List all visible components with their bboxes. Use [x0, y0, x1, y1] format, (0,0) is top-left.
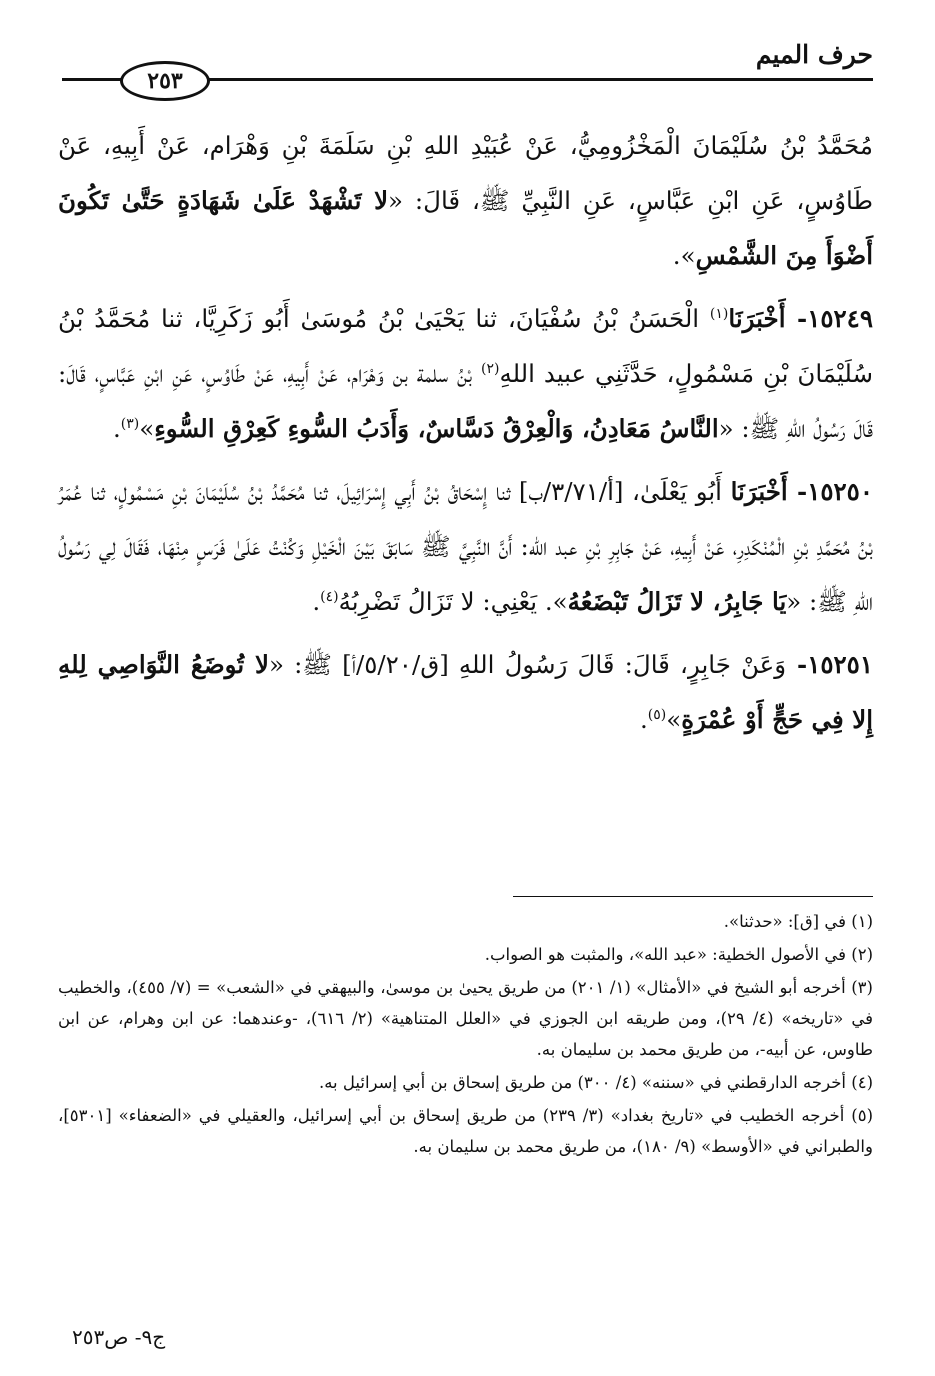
hadith-number: ١٥٢٤٩- — [785, 304, 873, 333]
footnote-ref: (٢) — [480, 360, 500, 377]
hadith-15251 — [58, 637, 873, 747]
text: . — [312, 587, 321, 616]
hadith-text: النَّاسُ مَعَادِنُ، وَالْعِرْقُ دَسَّاسٌ، وَأَدَبُ السُّوءِ كَعِرْقِ السُّوءِ — [154, 414, 719, 443]
page-header — [62, 28, 873, 98]
text: مُحَمَّدُ بْنُ سُلَيْمَانَ الْمَخْزُومِيُّ، عَنْ عُبَيْدِ اللهِ بْنِ سَلَمَةَ بْنِ وَهْرَام، عَنْ أَبِيهِ، عَنْ طَاوُسٍ، عَنِ ابْنِ عَبَّاسٍ، عَنِ النَّبِيِّ ﷺ، قَالَ: « — [58, 131, 873, 215]
text: ». — [672, 241, 696, 270]
text: » — [666, 705, 682, 734]
hadith-number: ١٥٢٥١- — [786, 650, 873, 679]
text: الْحَسَنُ بْنُ سُفْيَانَ، ثنا يَحْيَىٰ بْنُ مُوسَىٰ أَبُو زَكَرِيَّا، ثنا مُحَمَّدُ بْنُ سُلَيْمَانَ بْنِ مَسْمُولٍ، حَدَّثَنِي عبيد اللهِ — [58, 304, 873, 388]
text: . — [639, 705, 648, 734]
text: وَعَنْ جَابِرٍ، قَالَ: قَالَ رَسُولُ اللهِ [ق/٥/٢٠/أ] ﷺ: « — [269, 650, 787, 679]
text: ». يَعْنِي: لا تَزَالُ تَضْرِبُهُ — [338, 587, 568, 616]
footnote-3: (٣) أخرجه أبو الشيخ في «الأمثال» (١/ ٢٠١) من طريق يحيىٰ بن موسىٰ، والبيهقي في «الشعب» = (٧/ ٤٥٥)، والخطيب في «تاريخه» (٤/ ٢٩)، ومن طريقه ابن الجوزي في «العلل المتناهية» (٢/ ٦١٦)، -وعندهما: عن ابن وهرام، عن ابن طاوس، عن أبيه-، من طريق محمد بن سليمان به. — [58, 978, 873, 1059]
hadith-text: لا تَشْهَدْ عَلَىٰ شَهَادَةٍ حَتَّىٰ تَكُونَ أَضْوَأَ مِنَ الشَّمْسِ — [58, 186, 873, 270]
hadith-text: لا تُوضَعُ النَّوَاصِي لِلهِ إِلا فِي حَجٍّ أَوْ عُمْرَةٍ — [58, 650, 873, 734]
main-text — [58, 118, 873, 755]
text: أَبُو يَعْلَىٰ، [أ/٣/٧١/ب] ثنا إِسْحَاقُ بْنُ أَبِي إِسْرَائِيلَ، ثنا مُحَمَّدُ بْنُ سُلَيْمَانَ بْنِ مَسْمُولٍ، ثنا عُمَرُ بْنُ مُحَمَّدِ بْنِ الْمُنْكَدِرِ، عَنْ أَبِيهِ، عَنْ جَابِرِ بْنِ عبد الله: أَنَّ النَّبِيَّ ﷺ سَابَقَ بَيْنَ الْخَيْلِ وَكُنْتُ عَلَىٰ فَرَسٍ مِنْهَا، فَقَالَ لِي رَسُولُ اللهِ ﷺ: « — [58, 477, 873, 616]
footnote-5: (٥) أخرجه الخطيب في «تاريخ بغداد» (٣/ ٢٣٩) من طريق إسحاق بن أبي إسرائيل، والعقيلي في «الضعفاء» [٥٣٠١]، والطبراني في «الأوسط» (٩/ ١٨٠)، من طريق محمد بن سليمان به. — [58, 1106, 874, 1156]
footnote-ref: (٤) — [320, 588, 339, 605]
footnotes — [58, 906, 873, 1164]
chapter-title: حرف الميم — [755, 40, 873, 69]
footnote-divider — [513, 896, 873, 897]
text: بْنُ سلمة بن وَهْرَام، عَنْ أَبِيهِ، عَنْ طَاوُسٍ، عَنِ ابْنِ عَبَّاسٍ، قَالَ: قَالَ رَسُولُ اللهِ ﷺ: « — [58, 359, 873, 443]
footnote-4: (٤) أخرجه الدارقطني في «سننه» (٤/ ٣٠٠) من طريق إسحاق بن أبي إسرائيل به. — [318, 1073, 873, 1092]
footnote-ref: (١) — [709, 305, 729, 322]
paragraph-continuation — [58, 118, 873, 283]
footnote-2: (٢) في الأصول الخطية: «عبد الله»، والمثبت هو الصواب. — [484, 945, 873, 964]
page-number: ٢٥٣ — [120, 61, 210, 101]
footnote-ref: (٥) — [647, 706, 667, 723]
hadith-15250 — [58, 464, 873, 629]
text: . — [113, 414, 121, 443]
hadith-number: ١٥٢٥٠- — [787, 477, 873, 506]
narration-keyword: أَخْبَرَنَا — [728, 304, 786, 333]
volume-page-footer: ج٩- ص٢٥٣ — [72, 1325, 166, 1349]
narration-keyword: أَخْبَرَنَا — [730, 477, 788, 506]
hadith-15249 — [58, 291, 873, 456]
text: » — [139, 414, 155, 443]
footnote-ref: (٣) — [120, 415, 140, 432]
footnote-1: (١) في [ق]: «حدثنا». — [723, 912, 873, 931]
hadith-text: يَا جَابِرُ، لا تَزَالُ تَبْضَعُهُ — [567, 587, 787, 616]
